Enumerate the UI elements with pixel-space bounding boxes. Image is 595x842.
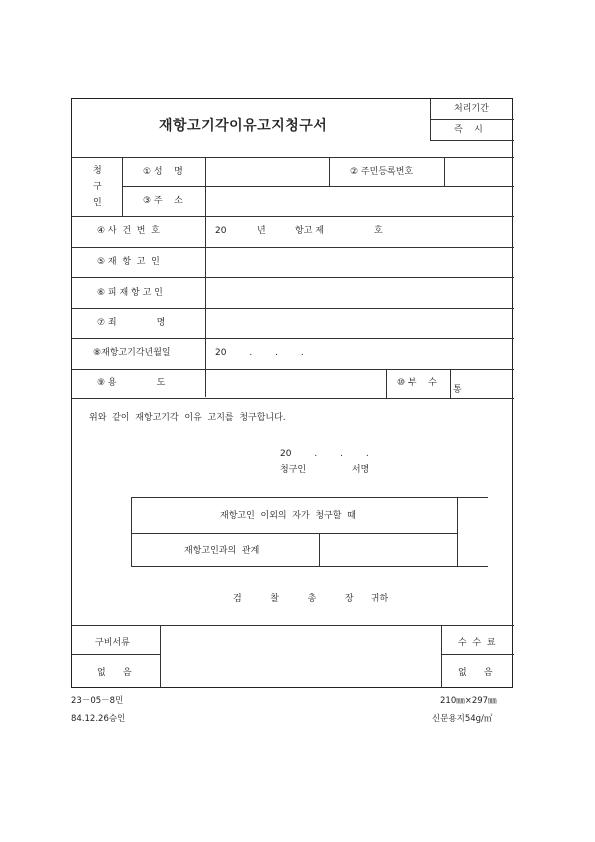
addressee: 검 찰 총 장 귀하 bbox=[233, 594, 389, 604]
other-table-bottom bbox=[131, 566, 488, 567]
paper-size: 210㎜×297㎜ bbox=[440, 696, 497, 706]
respondent-label: ⑥ 피 재 항 고 인 bbox=[97, 288, 163, 298]
copies-label: ⑩ 부 수 bbox=[397, 378, 437, 388]
case-no-label: ④ 사 건 번 호 bbox=[97, 226, 160, 236]
case-no-nyeon: 년 bbox=[257, 226, 266, 236]
name-label: ① 성 명 bbox=[143, 167, 183, 177]
copies-label-right bbox=[450, 369, 451, 398]
sign-date: 20 . . . bbox=[280, 449, 369, 459]
respondent-row-line bbox=[72, 308, 514, 309]
resident-label-right bbox=[444, 157, 445, 186]
fee-label: 수 수 료 bbox=[458, 638, 496, 648]
resident-no-label: ② 주민등록번호 bbox=[350, 167, 414, 177]
date-row-line bbox=[72, 369, 514, 370]
copies-unit: 통 bbox=[453, 385, 462, 395]
form-number: 23－05－8민 bbox=[71, 696, 124, 706]
sign-line: 청구인 서명 bbox=[280, 465, 370, 475]
processing-period-value: 즉 시 bbox=[454, 125, 483, 135]
purpose-label: ⑨ 용 도 bbox=[97, 378, 166, 388]
request-statement: 위와 같이 재항고기각 이유 고지를 청구합니다. bbox=[89, 413, 286, 423]
other-table-right bbox=[457, 497, 458, 566]
address-label: ③ 주 소 bbox=[143, 196, 183, 206]
attachments-mid-line bbox=[72, 654, 160, 655]
dismissal-date-label: ⑧재항고기각년월일 bbox=[93, 348, 171, 358]
attachments-label: 구비서류 bbox=[95, 638, 130, 648]
header-bottom-line bbox=[430, 140, 514, 141]
name-row-line bbox=[122, 186, 514, 187]
fee-col-line bbox=[441, 625, 442, 687]
processing-period-label: 처리기간 bbox=[454, 104, 489, 114]
bottom-block-line bbox=[72, 625, 514, 626]
approval-date: 84.12.26승인 bbox=[71, 714, 126, 724]
applicant-block-line bbox=[72, 216, 514, 217]
relation-label: 재항고인과의 관계 bbox=[184, 546, 260, 556]
copies-label-left bbox=[386, 369, 387, 398]
attachments-col-line bbox=[160, 625, 161, 687]
header-inner-line bbox=[430, 119, 514, 120]
charge-label: ⑦ 죄 명 bbox=[97, 318, 166, 328]
header-line bbox=[72, 157, 514, 158]
case-no-ho: 호 bbox=[374, 226, 383, 236]
form-title: 재항고기각이유고지청구서 bbox=[159, 118, 328, 134]
other-table-mid bbox=[131, 533, 457, 534]
purpose-row-line bbox=[72, 398, 514, 399]
reappellant-row-line bbox=[72, 277, 514, 278]
applicant-label-3: 인 bbox=[93, 198, 102, 208]
attachments-value: 없 음 bbox=[97, 668, 132, 678]
relation-divider bbox=[319, 533, 320, 566]
applicant-label-1: 청 bbox=[93, 166, 102, 176]
fee-value: 없 음 bbox=[458, 668, 493, 678]
other-table-left bbox=[131, 497, 132, 566]
charge-row-line bbox=[72, 338, 514, 339]
reappellant-label: ⑤ 재 항 고 인 bbox=[97, 257, 160, 267]
other-table-top bbox=[131, 497, 488, 498]
case-row-line bbox=[72, 247, 514, 248]
resident-label-left bbox=[329, 157, 330, 186]
other-person-heading: 재항고인 이외의 자가 청구할 때 bbox=[220, 511, 356, 521]
case-no-year: 20 bbox=[215, 226, 227, 236]
paper-type: 신문용지54g/㎡ bbox=[432, 714, 493, 724]
applicant-label-2: 구 bbox=[93, 182, 102, 192]
case-no-mid: 항고 제 bbox=[295, 226, 324, 236]
dismissal-date-value: 20 . . . bbox=[215, 348, 304, 358]
fee-mid-line bbox=[441, 654, 514, 655]
form-frame bbox=[71, 98, 513, 688]
